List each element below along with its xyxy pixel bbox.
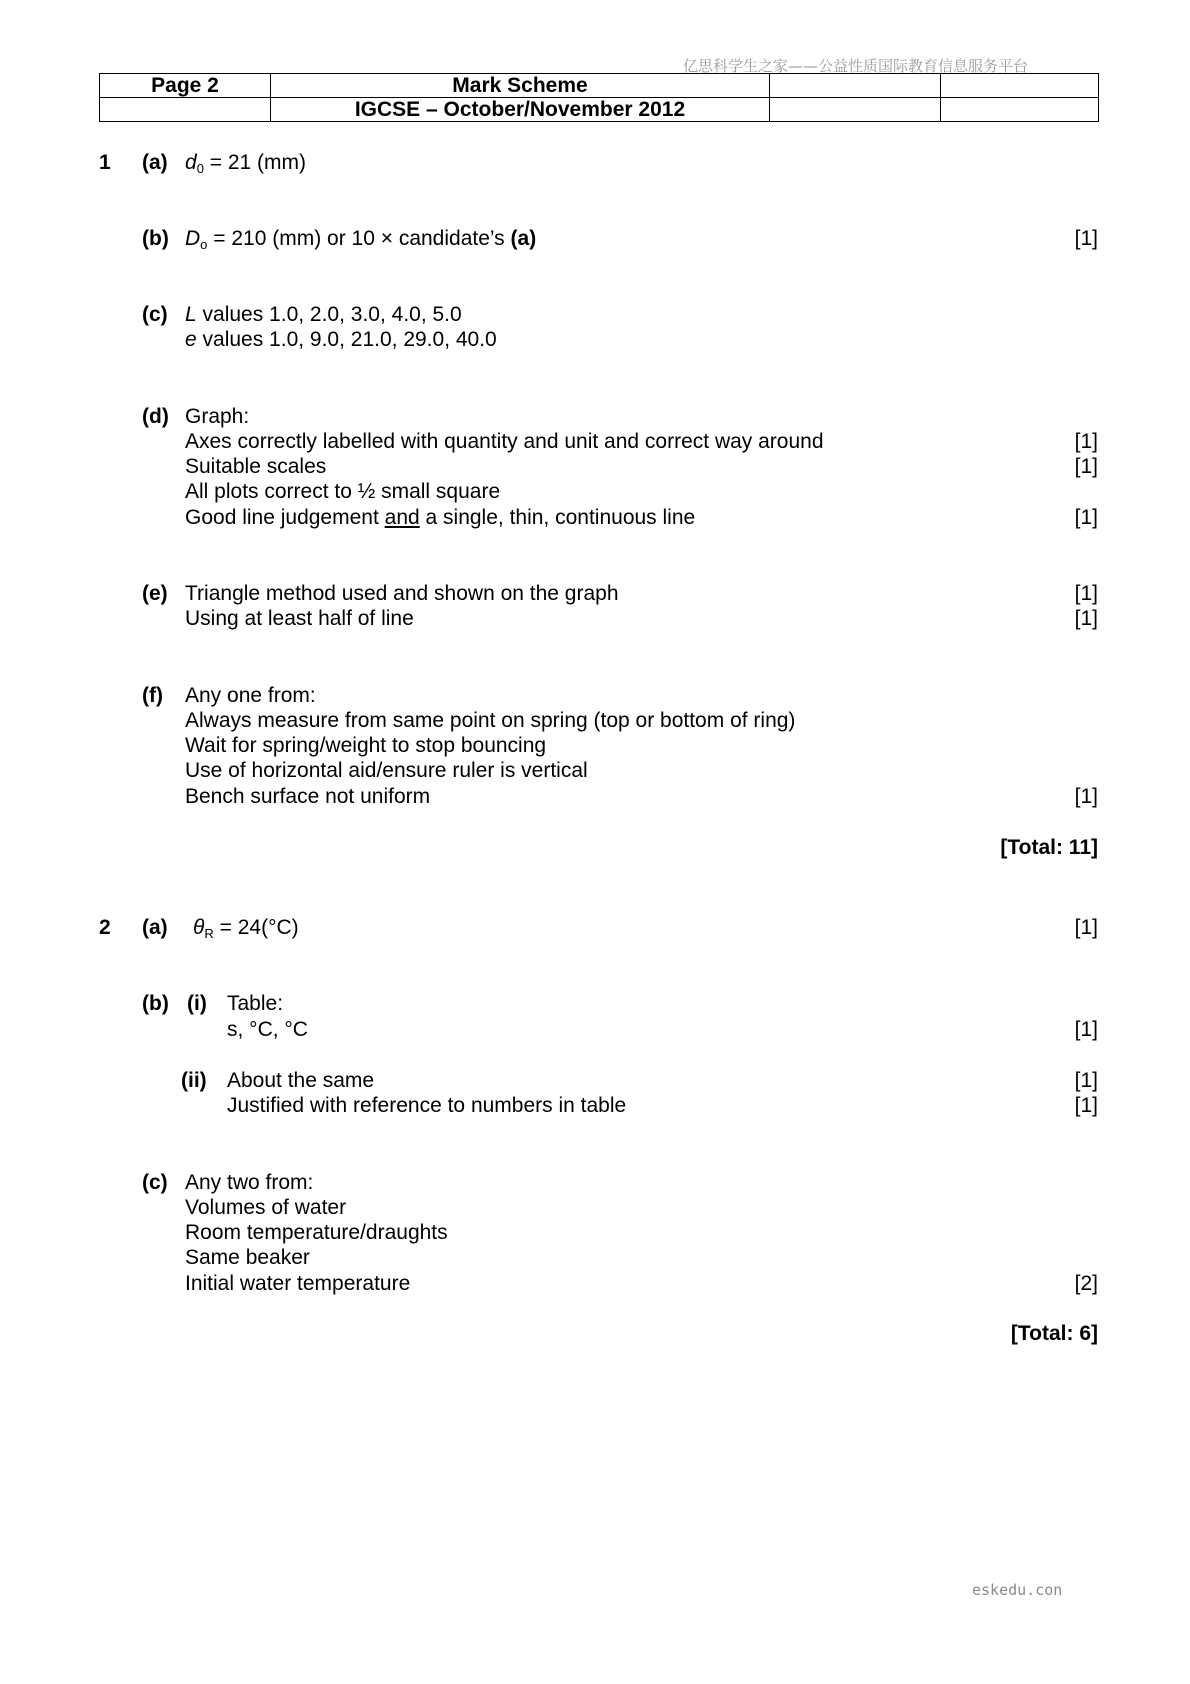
q1f-line-2: Always measure from same point on spring (top or bottom of ring)	[185, 709, 796, 732]
q2-total: [Total: 6]	[1010, 1322, 1098, 1345]
footer-site: eskedu.con	[972, 1581, 1063, 1599]
q1d-last-post: a single, thin, continuous line	[419, 506, 696, 529]
q2a-label: (a)	[142, 916, 168, 939]
q1e-line-2: Using at least half of line	[185, 607, 414, 630]
q2a-var: θ	[193, 916, 205, 939]
q1a-var: d	[185, 151, 197, 174]
q1b-label: (b)	[142, 227, 169, 250]
q1c-var2: e	[185, 328, 197, 351]
q2bii-line-1: About the same	[227, 1069, 375, 1092]
header-title: Mark Scheme	[271, 74, 770, 98]
q2a-text: = 24(°C)	[213, 916, 299, 939]
q2bii-mark-2: [1]	[1074, 1094, 1098, 1117]
header-empty-2	[941, 74, 1099, 98]
q1c-text1: values 1.0, 2.0, 3.0, 4.0, 5.0	[196, 303, 462, 326]
q1d-title: Graph:	[185, 405, 250, 428]
q2c-line-5: Initial water temperature	[185, 1272, 411, 1295]
q1b-ref: (a)	[510, 227, 537, 250]
q2a-sub: R	[204, 926, 214, 941]
q1e-label: (e)	[142, 582, 168, 605]
q2bi-line-2: s, °C, °C	[227, 1018, 308, 1041]
q2c-line-3: Room temperature/draughts	[185, 1221, 448, 1244]
q1c-label: (c)	[142, 303, 168, 326]
q1f-label: (f)	[142, 684, 163, 707]
header-page: Page 2	[100, 74, 271, 98]
q2c-line-4: Same beaker	[185, 1246, 310, 1269]
q1d-line-2: Suitable scales	[185, 455, 327, 478]
header-empty-4	[770, 98, 941, 122]
q2bii-label: (ii)	[181, 1069, 207, 1092]
q1f-line-5: Bench surface not uniform	[185, 785, 431, 808]
q1d-line-1: Axes correctly labelled with quantity and unit and correct way around	[185, 430, 824, 453]
q1e-line-1: Triangle method used and shown on the graph	[185, 582, 619, 605]
q2bii-mark-1: [1]	[1074, 1069, 1098, 1092]
q2bii-line-2: Justified with reference to numbers in table	[227, 1094, 627, 1117]
q1f-mark: [1]	[1074, 785, 1098, 808]
watermark-text: 亿思科学生之家——公益性质国际教育信息服务平台	[683, 57, 1029, 75]
header-table	[99, 73, 1099, 122]
q2a-answer	[193, 916, 299, 941]
q1b-mark: [1]	[1074, 227, 1098, 250]
q2c-line-1: Any two from:	[185, 1171, 314, 1194]
q2bi-mark: [1]	[1074, 1018, 1098, 1041]
q2c-mark: [2]	[1074, 1272, 1098, 1295]
q2c-line-2: Volumes of water	[185, 1196, 347, 1219]
q1-number: 1	[99, 151, 111, 174]
q1a-sub: 0	[196, 161, 204, 176]
q1d-line-3: All plots correct to ½ small square	[185, 480, 501, 503]
q1-total: [Total: 11]	[1000, 836, 1098, 859]
q1e-mark-1: [1]	[1074, 582, 1098, 605]
header-empty-1	[770, 74, 941, 98]
q2bi-label: (i)	[187, 992, 207, 1015]
q1a-text: = 21 (mm)	[203, 151, 307, 174]
q1d-mark-1: [1]	[1074, 430, 1098, 453]
q1d-mark-3: [1]	[1074, 506, 1098, 529]
q1d-last-pre: Good line judgement	[185, 506, 385, 529]
q1b-sub: o	[200, 237, 208, 252]
q1b-text: = 210 (mm) or 10 × candidate’s	[207, 227, 511, 250]
q2bi-line-1: Table:	[227, 992, 284, 1015]
header-empty-5	[941, 98, 1099, 122]
q1c-line-2	[185, 328, 497, 352]
q1d-last-underlined: and	[384, 506, 420, 529]
q1c-line-1	[185, 303, 462, 327]
q1d-line-4	[185, 506, 695, 530]
q2a-mark: [1]	[1074, 916, 1098, 939]
q1a-answer	[185, 151, 306, 176]
q2c-label: (c)	[142, 1171, 168, 1194]
q1d-label: (d)	[142, 405, 169, 428]
q1f-line-4: Use of horizontal aid/ensure ruler is vertical	[185, 759, 588, 782]
q1b-answer	[185, 227, 536, 252]
q2b-label: (b)	[142, 992, 169, 1015]
q1b-var: D	[185, 227, 201, 250]
q1f-line-1: Any one from:	[185, 684, 316, 707]
q1f-line-3: Wait for spring/weight to stop bouncing	[185, 734, 547, 757]
header-session: IGCSE – October/November 2012	[271, 98, 770, 122]
q1e-mark-2: [1]	[1074, 607, 1098, 630]
q2-number: 2	[99, 916, 111, 939]
q1c-var1: L	[185, 303, 197, 326]
q1a-label: (a)	[142, 151, 168, 174]
header-empty-3	[100, 98, 271, 122]
q1c-text2: values 1.0, 9.0, 21.0, 29.0, 40.0	[196, 328, 497, 351]
q1d-mark-2: [1]	[1074, 455, 1098, 478]
